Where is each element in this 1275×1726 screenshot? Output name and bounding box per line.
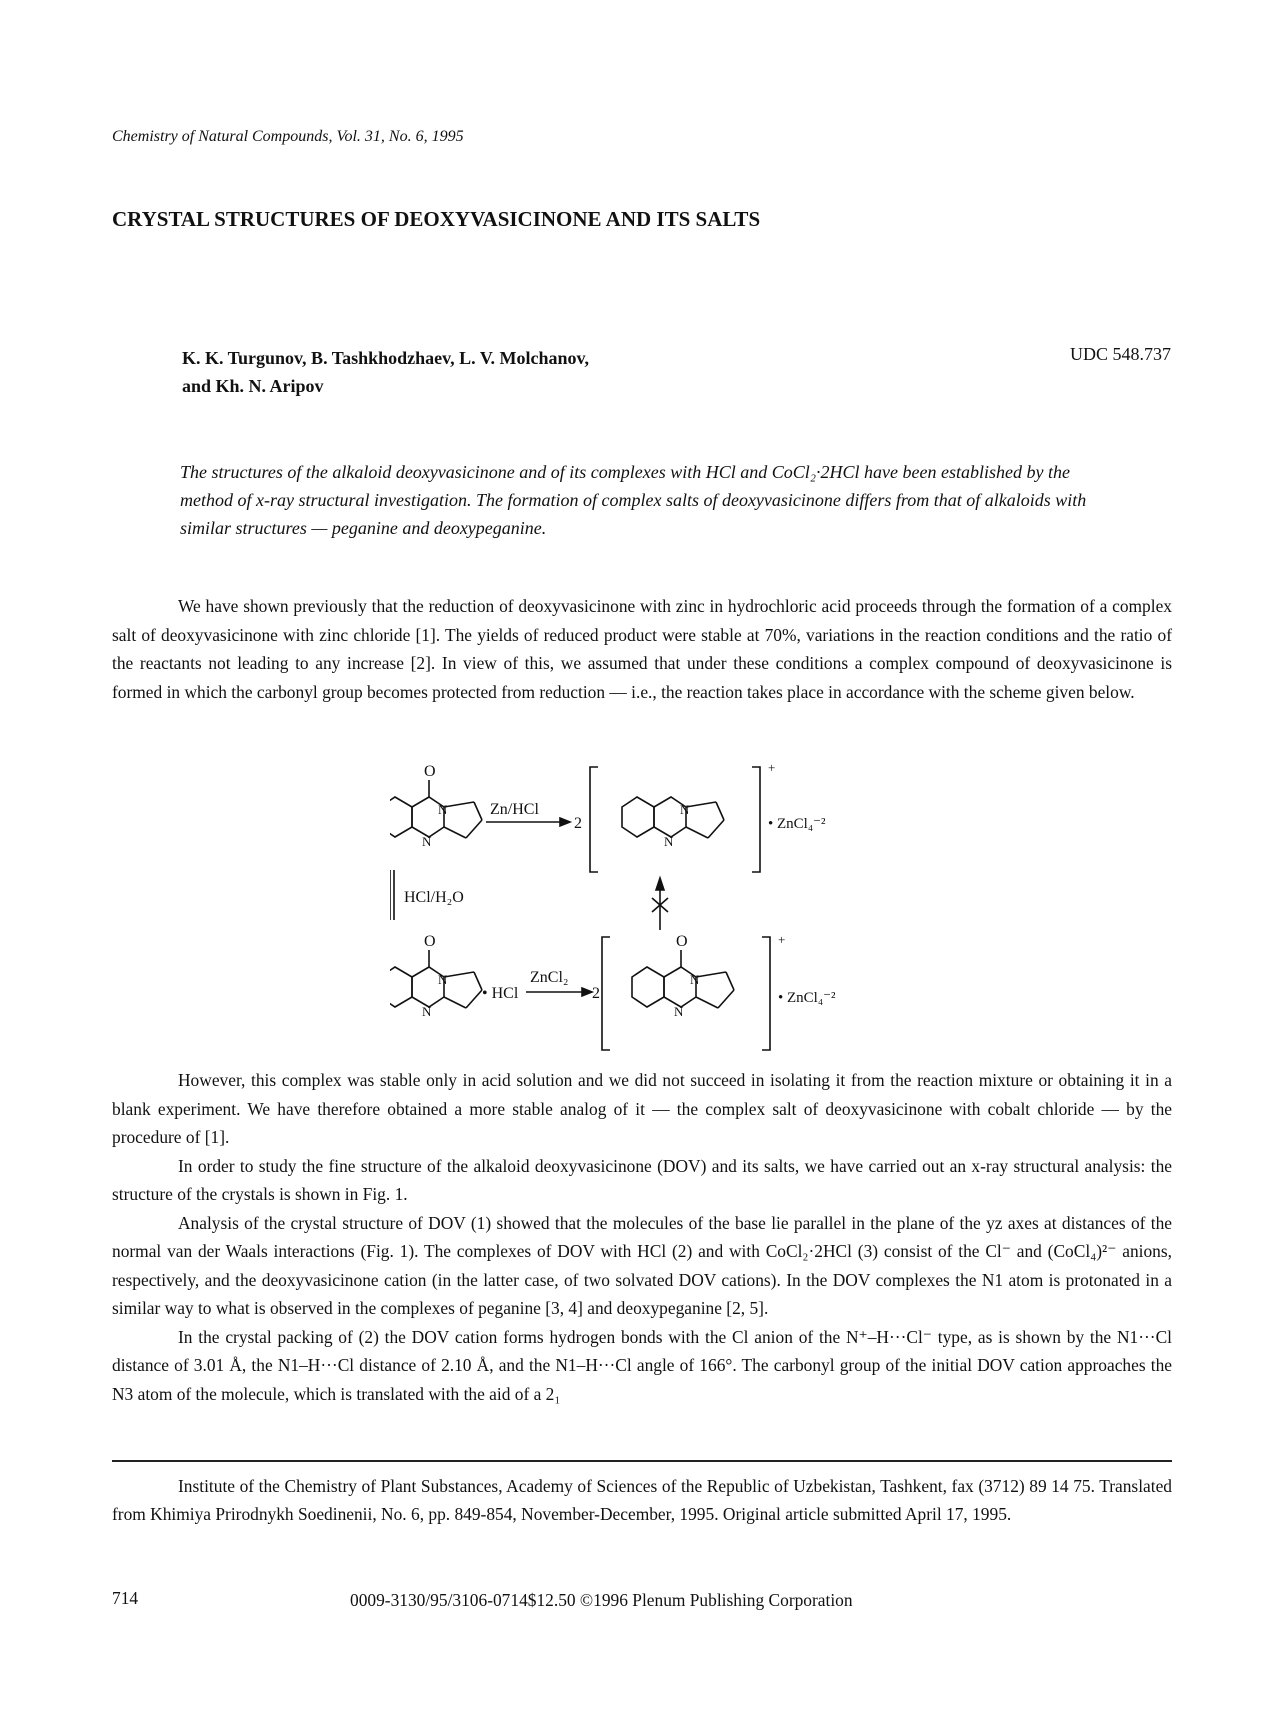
atom-n-3: N	[680, 802, 690, 817]
reagent-hcl-h2o: HCl/H₂O	[404, 889, 464, 906]
deoxyvasicinone-structure-top	[390, 763, 482, 849]
coef-top: 2	[574, 815, 582, 832]
abstract: The structures of the alkaloid deoxyvasicinone and of its complexes with HCl and CoCl₂·2HCl have been established by the method of x-ray structural investigation. The formation of complex salts of deoxyvasicinone differs from that of alkaloids with similar structures — peganine and deoxypeganine.	[180, 462, 1087, 538]
atom-n-1: N	[438, 802, 448, 817]
authors-line-2: and Kh. N. Aripov	[182, 376, 324, 396]
udc-code: UDC 548.737	[1069, 344, 1171, 364]
paragraph-3: In order to study the fine structure of the alkaloid deoxyvasicinone (DOV) and its salts, we have carried out an x-ray structural analysis: the structure of the crystals is shown in Fig. 1.	[112, 1155, 1172, 1204]
author-list	[182, 344, 742, 400]
affiliation-footnote: Institute of the Chemistry of Plant Substances, Academy of Sciences of the Republic of Uzbekistan, Tashkent, fax (3712) 89 14 75. Translated from Khimiya Prirodnykh Soedinenii, No. 6, pp. 849-854, November-December, 1995. Original article submitted April 17, 1995.	[112, 1476, 1172, 1524]
hcl-label: • HCl	[482, 985, 519, 1002]
atom-n-8: N	[674, 1004, 684, 1019]
charge-bottom: +	[778, 932, 786, 947]
atom-n-6: N	[422, 1004, 432, 1019]
reagent-zncl2: ZnCl₂	[530, 969, 569, 986]
atom-o-1: O	[424, 763, 436, 780]
deoxyvasicinone-structure-bottom	[390, 933, 482, 1019]
anion-top: • ZnCl₄⁻²	[768, 816, 826, 832]
anion-bottom: • ZnCl₄⁻²	[778, 990, 836, 1006]
body-section-1	[112, 592, 1172, 706]
paragraph-2: However, this complex was stable only in acid solution and we did not succeed in isolating it from the reaction mixture or obtaining it in a blank experiment. We have therefore obtained a more stable analog of it — the complex salt of deoxyvasicinone with cobalt chloride — by the procedure of [1].	[112, 1070, 1172, 1147]
body-section-2	[112, 1066, 1172, 1408]
atom-o-2: O	[424, 933, 436, 950]
journal-citation: Chemistry of Natural Compounds, Vol. 31, No. 6, 1995	[112, 128, 464, 145]
reagent-zn-hcl: Zn/HCl	[490, 801, 539, 818]
reaction-scheme	[390, 762, 950, 1062]
paragraph-5: In the crystal packing of (2) the DOV cation forms hydrogen bonds with the Cl anion of the N⁺–H···Cl⁻ type, as is shown by the N1···Cl distance of 3.01 Å, the N1–H···Cl distance of 2.10 Å, and the N1–H···Cl angle of 166°. The carbonyl group of the initial DOV cation approaches the N3 atom of the molecule, which is translated with the aid of a 2₁	[112, 1326, 1172, 1404]
deoxypeganine-structure	[622, 797, 724, 849]
page-number: 714	[112, 1588, 139, 1608]
paragraph-1: We have shown previously that the reduction of deoxyvasicinone with zinc in hydrochloric acid proceeds through the formation of a complex salt of deoxyvasicinone with zinc chloride [1]. The yields of reduced product were stable at 70%, variations in the reaction conditions and the ratio of the reactants not leading to any increase [2]. In view of this, we assumed that under these conditions a complex compound of deoxyvasicinone is formed in which the carbonyl group becomes protected from reduction — i.e., the reaction takes place in accordance with the scheme given below.	[112, 596, 1172, 702]
copyright-line: 0009-3130/95/3106-0714$12.50 ©1996 Plenum Publishing Corporation	[350, 1590, 853, 1610]
atom-n-7: N	[690, 972, 700, 987]
atom-n-4: N	[664, 834, 674, 849]
coef-bottom: 2	[592, 985, 600, 1002]
deoxyvasicinone-cation-structure	[632, 933, 734, 1019]
footnote-divider	[112, 1460, 1172, 1462]
authors-line-1: K. K. Turgunov, B. Tashkhodzhaev, L. V. Molchanov,	[182, 348, 590, 368]
atom-o-3: O	[676, 933, 688, 950]
paragraph-4: Analysis of the crystal structure of DOV (1) showed that the molecules of the base lie parallel in the plane of the yz axes at distances of the normal van der Waals interactions (Fig. 1). The complexes of DOV with HCl (2) and with CoCl₂·2HCl (3) consist of the Cl⁻ and (CoCl₄)²⁻ anions, respectively, and the deoxyvasicinone cation (in the latter case, of two solvated DOV cations). In the DOV complexes the N1 atom is protonated in a similar way to what is observed in the complexes of peganine [3, 4] and deoxypeganine [2, 5].	[112, 1212, 1172, 1318]
charge-top: +	[768, 762, 776, 775]
article-title: CRYSTAL STRUCTURES OF DEOXYVASICINONE AND ITS SALTS	[112, 207, 761, 231]
atom-n-5: N	[438, 972, 448, 987]
atom-n-2: N	[422, 834, 432, 849]
